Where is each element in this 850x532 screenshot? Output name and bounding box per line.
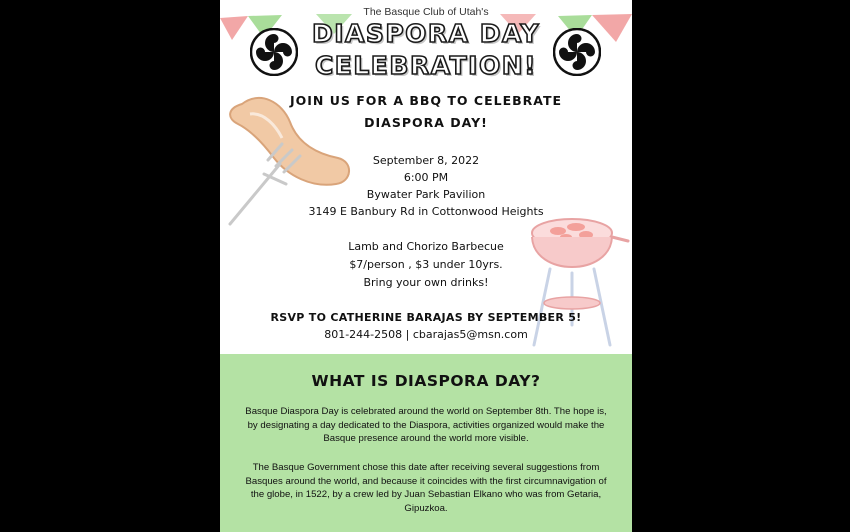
menu-food: Lamb and Chorizo Barbecue [348,240,504,253]
event-time: 6:00 PM [403,171,449,184]
menu-price: $7/person , $3 under 10yrs. [349,258,503,271]
menu-drinks: Bring your own drinks! [363,276,489,289]
event-date: September 8, 2022 [372,154,480,167]
lauburu-icon [250,28,298,76]
rsvp-contact: 801-244-2508 | cbarajas5@msn.com [324,328,528,341]
about-paragraph-2: The Basque Government chose this date after receiving several suggestions from Basques around the world, and because it coincides with the first circumnavigation of the globe, in 1522, by a crew led by Juan Sebastian Elkano who was from Getaria, Gipuzkoa. [245,462,607,514]
headline-line-2: DIASPORA DAY! [364,115,488,130]
about-heading: WHAT IS DIASPORA DAY? [311,372,541,390]
headline-line-1: JOIN US FOR A BBQ TO CELEBRATE [289,93,563,108]
event-venue: Bywater Park Pavilion [366,188,486,201]
flyer-page [220,0,632,532]
rsvp-line: RSVP TO CATHERINE BARAJAS BY SEPTEMBER 5! [270,311,582,324]
club-name: The Basque Club of Utah's [363,6,489,18]
lauburu-icon [553,28,601,76]
event-address: 3149 E Banbury Rd in Cottonwood Heights [308,205,544,218]
title-line-1: DIASPORA DAY [311,19,541,48]
about-panel [220,354,632,532]
title-line-2: CELEBRATION! [314,51,538,80]
about-paragraph-1: Basque Diaspora Day is celebrated around the world on September 8th. The hope is, by designating a day dedicated to the Diaspora, activities organized would make the Basque presence around the world more visible. [245,406,607,444]
